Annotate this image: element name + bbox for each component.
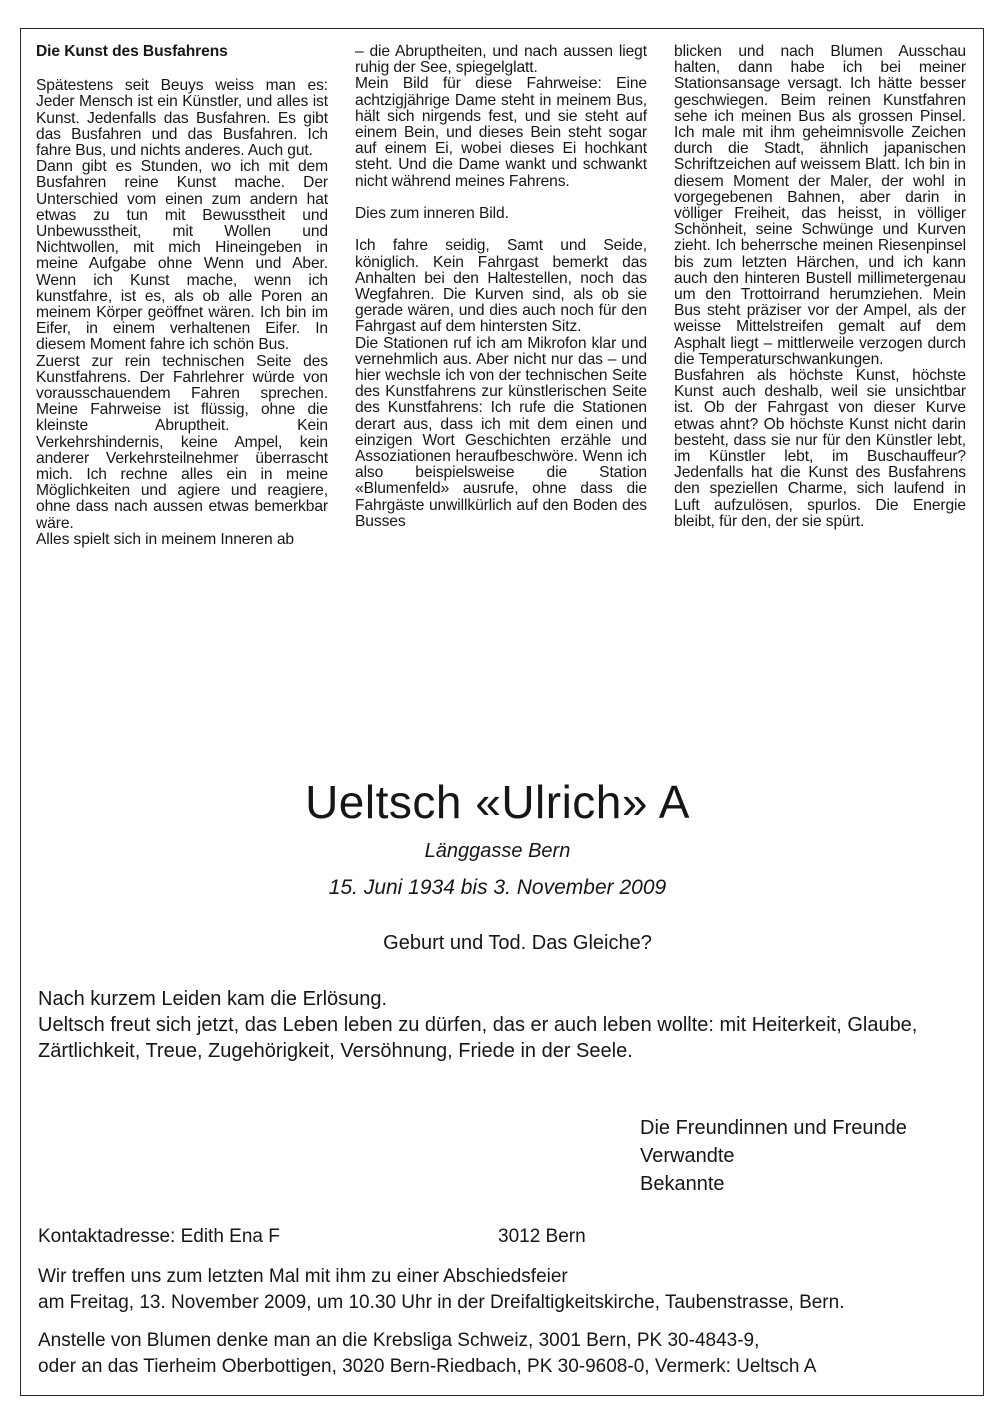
donation-line: oder an das Tierheim Oberbottigen, 3020 Bern-Riedbach, PK 30-9608-0, Vermerk: Ueltsch A <box>38 1356 817 1377</box>
signatories <box>640 1114 907 1198</box>
article-column-2 <box>355 44 647 548</box>
farewell-info <box>38 1264 958 1316</box>
article-column-1-body <box>36 78 328 548</box>
farewell-line: am Freitag, 13. November 2009, um 10.30 Uhr in der Dreifaltigkeitskirche, Taubenstrasse, Bern. <box>38 1292 845 1313</box>
birth-death-question: Geburt und Tod. Das Gleiche? <box>383 932 652 954</box>
signatory: Verwandte <box>640 1145 735 1167</box>
article <box>36 44 966 548</box>
contact-city: 3012 Bern <box>498 1226 586 1247</box>
article-paragraph: Dann gibt es Stunden, wo ich mit dem Busfahren reine Kunst mache. Der Unterschied vom einen zum andern hat etwas zu tun mit Bewusstheit und Unbewusstheit, mit Wollen und Nichtwollen, mit mich Hineingeben in meine Aufgabe ohne Wenn und Aber. Wenn ich Kunst mache, wenn ich kunstfahre, ist es, als ob alle Poren an meinem Körper geöffnet wären. Ich bin im Eifer, in einem verhaltenen Eifer. In diesem Moment fahre ich schön Bus. <box>36 158 328 354</box>
article-column-3 <box>674 44 966 548</box>
article-title: Die Kunst des Busfahrens <box>36 43 228 60</box>
contact-address <box>38 1224 958 1250</box>
signatory: Bekannte <box>640 1173 725 1195</box>
deceased-name: Ueltsch «Ulrich» A <box>305 776 690 828</box>
article-paragraph: Die Stationen ruf ich am Mikrofon klar und vernehmlich aus. Aber nicht nur das – und hier wechsle ich von der technischen Seite des Kunstfahrens zur künstlerischen Seite des Kunstfahrens: Ich rufe die Stationen derart aus, dass ich mit dem einen und einzigen Wort Geschichten erzähle und Assoziationen heraufbeschwöre. Wenn ich also beispielsweise die Station «Blumenfeld» ausrufe, ohne dass die Fahrgäste unwillkürlich auf den Boden des Busses <box>355 334 647 530</box>
message-line: Nach kurzem Leiden kam die Erlösung. <box>38 988 388 1010</box>
farewell-line: Wir treffen uns zum letzten Mal mit ihm zu einer Abschiedsfeier <box>38 1266 568 1287</box>
article-paragraph: Zuerst zur rein technischen Seite des Kunstfahrens. Der Fahrlehrer würde von vorausschauendem Fahren sprechen. Meine Fahrweise ist flüssig, ohne die kleinste Abruptheit. Kein Verkehrshindernis, keine Ampel, kein anderer Verkehrsteilnehmer überrascht mich. Ich rechne alles ein in meine Möglichkeiten und agiere und reagiere, ohne dass nach aussen etwas bemerkbar wäre. <box>36 352 328 532</box>
article-paragraph: Spätestens seit Beuys weiss man es: Jeder Mensch ist ein Künstler, und alles ist Kunst. Jedenfalls das Busfahren. Es gibt das Busfahren und das Busfahren. Ich fahre Bus, und nichts anderes. Auch gut. <box>36 77 328 160</box>
donation-line: Anstelle von Blumen denke man an die Krebsliga Schweiz, 3001 Bern, PK 30-4843-9, <box>38 1330 760 1351</box>
article-paragraph: Busfahren als höchste Kunst, höchste Kunst auch deshalb, weil sie unsichtbar ist. Ob der Fahrgast von dieser Kurve etwas ahnt? Ob höchste Kunst nicht darin besteht, dass sie nur für den Künstler lebt, im Künstler lebt, im Buschauffeur? Jedenfalls hat die Kunst des Busfahrens den speziellen Charme, sich laufend in Luft aufzulösen, spurlos. Die Energie bleibt, für den, der sie spürt. <box>674 367 966 530</box>
signatory: Die Freundinnen und Freunde <box>640 1117 907 1139</box>
article-paragraph: – die Abruptheiten, und nach aussen liegt ruhig der See, spiegelglatt. <box>355 43 647 77</box>
article-paragraph: Dies zum inneren Bild. <box>355 205 509 223</box>
deceased-place: Länggasse Bern <box>424 840 571 862</box>
message-line: Ueltsch freut sich jetzt, das Leben leben zu dürfen, das er auch leben wollte: mit Heiterkeit, Glaube, Zärtlichkeit, Treue, Zugehörigkeit, Versöhnung, Friede in der Seele. <box>38 1014 918 1062</box>
life-dates: 15. Juni 1934 bis 3. November 2009 <box>328 876 667 899</box>
article-paragraph: Alles spielt sich in meinem Inneren ab <box>36 530 294 548</box>
notice-message <box>38 986 958 1064</box>
article-paragraph: Ich fahre seidig, Samt und Seide, königlich. Kein Fahrgast bemerkt das Anhalten bei den Haltestellen, noch das Wegfahren. Die Kurven sind, als ob sie gerade wären, und dies auch noch für den Fahrgast auf dem hintersten Sitz. <box>355 237 647 336</box>
contact-label: Kontaktadresse: Edith Ena F <box>38 1226 280 1247</box>
donation-info <box>38 1328 958 1380</box>
article-paragraph: blicken und nach Blumen Ausschau halten, dann habe ich bei meiner Stationsansage versagt. Ich hätte besser geschwiegen. Beim reinen Kunstfahren sehe ich meinen Bus als grossen Pinsel. Ich male mit ihm geheimnisvolle Zeichen durch die Stadt, ähnlich japanischen Schriftzeichen auf weissem Blatt. Ich bin in diesem Moment der Maler, der wohl in vorgegebenen Bahnen, aber darin in völliger Freiheit, das heisst, in völliger Schönheit, seine Schwünge und Kurven zieht. Ich beherrsche meinen Riesenpinsel bis zum letzten Härchen, und ich kann auch den hinteren Bustell millimetergenau um den Trottoirrand herumziehen. Mein Bus steht präziser vor der Ampel, als der weisse Mittelstreifen gemalt auf dem Asphalt liegt – mittlerweile verzogen durch die Temperaturschwankungen. <box>674 43 966 368</box>
article-column-1 <box>36 44 328 548</box>
article-paragraph: Mein Bild für diese Fahrweise: Eine achtzigjährige Dame steht in meinem Bus, hält sich nirgends fest, und sie steht auf einem Bein, und dieses Bein steht sogar auf einem Ei, wobei dieses Ei hochkant steht. Und die Dame wankt und schwankt nicht während meines Fahrens. <box>355 75 647 190</box>
